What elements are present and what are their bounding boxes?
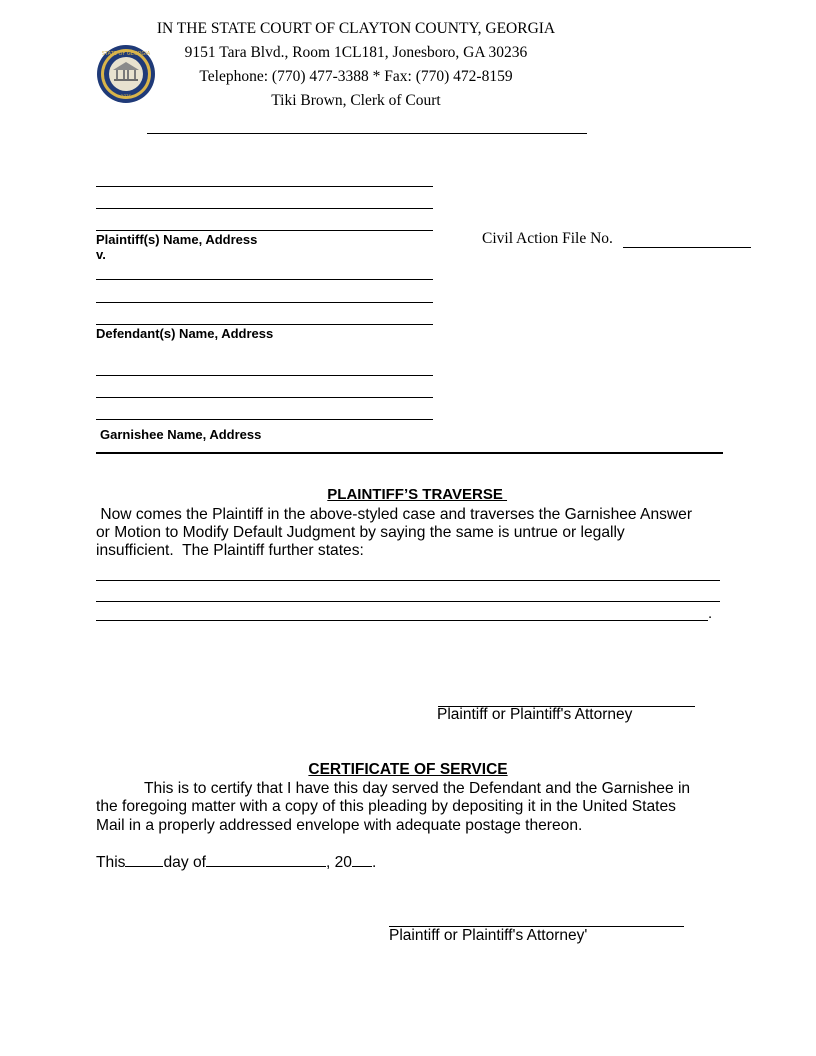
court-name: IN THE STATE COURT OF CLAYTON COUNTY, GEORGIA xyxy=(156,20,556,37)
court-address: 9151 Tara Blvd., Room 1CL181, Jonesboro, GA 30236 xyxy=(184,44,528,61)
court-clerk: Tiki Brown, Clerk of Court xyxy=(271,92,441,109)
garnishee-line[interactable] xyxy=(96,375,433,376)
date-end: . xyxy=(371,854,377,871)
defendant-line[interactable] xyxy=(96,324,433,325)
traverse-line-3: insufficient. The Plaintiff further states: xyxy=(96,542,364,559)
date-day-field[interactable] xyxy=(125,853,163,867)
seal-year: 1776 xyxy=(120,94,132,99)
versus-label: v. xyxy=(96,247,106,262)
civil-action-field[interactable] xyxy=(623,247,751,248)
traverse-line-2: or Motion to Modify Default Judgment by saying the same is untrue or legally xyxy=(96,524,625,541)
statement-line[interactable] xyxy=(96,620,708,621)
date-line xyxy=(96,853,376,873)
certificate-line-3: Mail in a properly addressed envelope with adequate postage thereon. xyxy=(96,817,583,834)
date-year-field[interactable] xyxy=(352,853,372,867)
plaintiff-line[interactable] xyxy=(96,186,433,187)
header-rule xyxy=(147,133,587,134)
garnishee-line[interactable] xyxy=(96,397,433,398)
plaintiff-line[interactable] xyxy=(96,208,433,209)
plaintiff-line[interactable] xyxy=(96,230,433,231)
plaintiff-label: Plaintiff(s) Name, Address xyxy=(96,232,258,247)
date-day-of: day of xyxy=(163,854,206,871)
statement-line[interactable] xyxy=(96,580,720,581)
certificate-line-1: This is to certify that I have this day served the Defendant and the Garnishee in xyxy=(144,780,691,797)
seal-text: STATE OF GEORGIA xyxy=(101,51,151,57)
court-phone: Telephone: (770) 477-3388 * Fax: (770) 472-8159 xyxy=(199,68,513,85)
caption-divider xyxy=(96,452,723,454)
defendant-line[interactable] xyxy=(96,279,433,280)
statement-period: . xyxy=(708,605,713,622)
traverse-line-1: Now comes the Plaintiff in the above-styled case and traverses the Garnishee Answer xyxy=(96,506,693,523)
certificate-title: CERTIFICATE OF SERVICE xyxy=(308,761,508,778)
civil-action-label: Civil Action File No. xyxy=(482,230,613,247)
certificate-line-2: the foregoing matter with a copy of this pleading by depositing it in the United States xyxy=(96,798,676,815)
certificate-signature-label: Plaintiff or Plaintiff's Attorney' xyxy=(389,927,588,944)
garnishee-line[interactable] xyxy=(96,419,433,420)
traverse-signature-label: Plaintiff or Plaintiff's Attorney xyxy=(437,706,633,723)
date-this: This xyxy=(96,854,126,871)
date-month-field[interactable] xyxy=(206,853,326,867)
garnishee-label: Garnishee Name, Address xyxy=(100,427,262,442)
date-year-prefix: , 20 xyxy=(325,854,352,871)
defendant-line[interactable] xyxy=(96,302,433,303)
traverse-title: PLAINTIFF’S TRAVERSE xyxy=(327,486,508,503)
statement-line[interactable] xyxy=(96,601,720,602)
defendant-label: Defendant(s) Name, Address xyxy=(96,326,274,341)
